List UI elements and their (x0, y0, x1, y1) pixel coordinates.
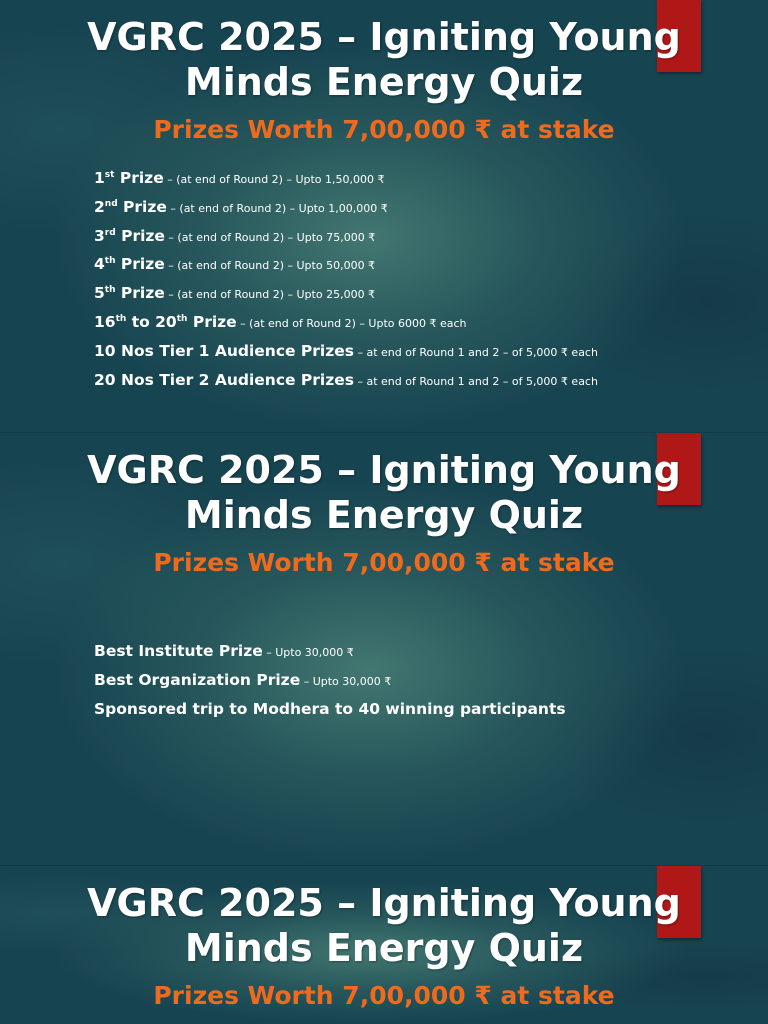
prize-lead: 20 Nos Tier 2 Audience Prizes (94, 370, 354, 389)
prize-detail: – (at end of Round 2) – Upto 50,000 ₹ (164, 259, 376, 273)
prize-detail: – (at end of Round 2) – Upto 1,00,000 ₹ (166, 201, 388, 215)
prize-number: 1 (94, 169, 105, 187)
prize-number: 3 (94, 226, 105, 245)
ordinal-suffix: nd (104, 198, 118, 209)
prize-item-sponsored-trip (94, 695, 566, 724)
prize-detail: – (at end of Round 2) – Upto 75,000 ₹ (164, 230, 376, 244)
prize-lead (94, 313, 237, 331)
prize-item-tier-1 (94, 337, 598, 366)
prize-item-4 (94, 250, 598, 279)
prize-lead (94, 227, 165, 245)
prize-lead: Best Institute Prize (94, 642, 263, 660)
prize-range-to: to 20 (126, 312, 177, 331)
ordinal-suffix: th (104, 285, 116, 296)
prize-word: Prize (115, 226, 165, 245)
slide-title-line-1: VGRC 2025 – Igniting Young (87, 881, 681, 925)
prize-item-best-institute (94, 637, 566, 666)
slide-1 (0, 0, 768, 432)
slide-title-line-1: VGRC 2025 – Igniting Young (87, 448, 681, 492)
ordinal-suffix: th (115, 313, 127, 324)
slide-title (0, 448, 768, 538)
prize-item-best-organization (94, 666, 566, 695)
prize-detail: – Upto 30,000 ₹ (300, 674, 392, 688)
slide-title (0, 15, 768, 105)
prize-detail: – (at end of Round 2) – Upto 25,000 ₹ (164, 288, 376, 302)
ordinal-suffix: th (176, 313, 188, 324)
prize-item-1 (94, 164, 598, 193)
prize-number: 2 (94, 197, 105, 216)
prize-item-tier-2 (94, 366, 598, 395)
slide-title-line-2: Minds Energy Quiz (184, 60, 584, 104)
prize-detail: – (at end of Round 2) – Upto 6000 ₹ each (236, 316, 467, 330)
prize-detail: – at end of Round 1 and 2 – of 5,000 ₹ each (354, 345, 598, 359)
prize-item-3 (94, 222, 598, 251)
prize-detail: – at end of Round 1 and 2 – of 5,000 ₹ each (354, 374, 598, 388)
ordinal-suffix: st (104, 170, 115, 180)
slide-2 (0, 433, 768, 865)
prize-list (94, 637, 566, 723)
prize-word: Prize (187, 312, 237, 331)
prize-lead (94, 198, 167, 216)
ordinal-suffix: rd (104, 227, 116, 238)
prize-lead: 10 Nos Tier 1 Audience Prizes (94, 341, 354, 360)
prize-list (94, 164, 598, 394)
prize-detail: – (at end of Round 2) – Upto 1,50,000 ₹ (163, 173, 385, 186)
prize-number: 5 (94, 284, 105, 303)
prize-lead: Sponsored trip to Modhera to 40 winning participants (94, 699, 566, 718)
slide-subtitle: Prizes Worth 7,00,000 ₹ at stake (153, 981, 615, 1010)
slide-title-line-1: VGRC 2025 – Igniting Young (87, 15, 681, 59)
prize-lead (94, 255, 165, 273)
prize-lead (94, 169, 164, 187)
slide-title (0, 881, 768, 971)
prize-lead: Best Organization Prize (94, 670, 301, 689)
prize-item-2 (94, 193, 598, 222)
slide-subtitle: Prizes Worth 7,00,000 ₹ at stake (153, 548, 615, 577)
slide-3 (0, 866, 768, 1024)
prize-number: 16 (94, 312, 116, 331)
prize-lead (94, 284, 165, 302)
prize-number: 4 (94, 255, 105, 274)
slide-subtitle: Prizes Worth 7,00,000 ₹ at stake (153, 115, 615, 144)
prize-word: Prize (115, 284, 165, 303)
prize-item-16-20 (94, 308, 598, 337)
slide-title-line-2: Minds Energy Quiz (184, 926, 584, 970)
prize-word: Prize (114, 169, 164, 187)
ordinal-suffix: th (104, 256, 116, 267)
prize-word: Prize (117, 197, 167, 216)
slide-title-line-2: Minds Energy Quiz (184, 493, 584, 537)
prize-word: Prize (115, 255, 165, 274)
prize-item-5 (94, 279, 598, 308)
prize-detail: – Upto 30,000 ₹ (262, 646, 354, 659)
